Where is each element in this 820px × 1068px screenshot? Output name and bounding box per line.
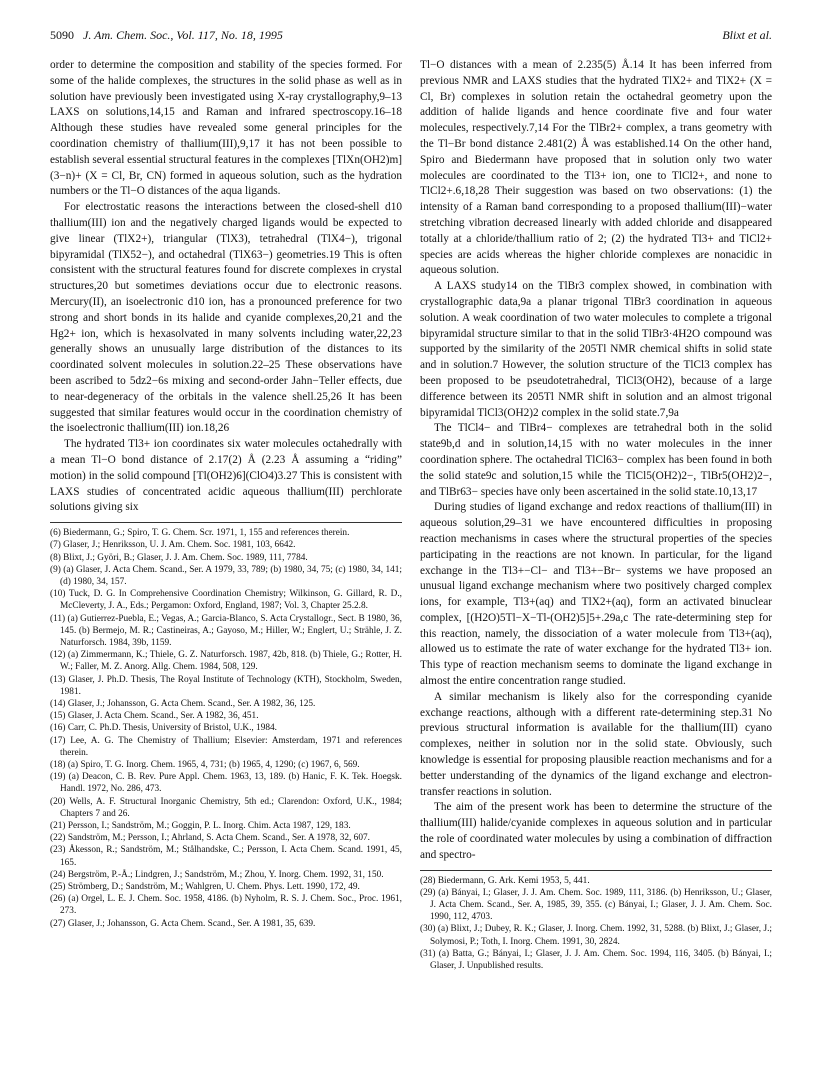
- reference-item: (16) Carr, C. Ph.D. Thesis, University of Bristol, U.K., 1984.: [50, 723, 277, 734]
- body-paragraph: During studies of ligand exchange and redox reactions of thallium(III) in aqueous solution,29–31 we have encountered difficulties in proposing reaction mechanisms in cases where the structural properties of the species participating in the reactions are not known. In particular, for the ligand exchange in the Tl3+−Cl− and Tl3+−Br− systems we have proposed an unusual ligand exchange mechanism where two positively charged complex ions, for example, Tl3+(aq) and TlX2+(aq), form an activated binuclear complex, [(H2O)5Tl−X−Tl-(OH2)5]5+.29a,c The rate-determining step for this reaction, namely, the dissociation of a water molecule from Tl3+(aq), allowed us to estimate the rate of water exchange for the hydrated Tl3+ ion. This type of reaction mechanism seems to dominate the ligand exchange in almost the entire concentration range studied.: [420, 501, 772, 688]
- body-paragraph: order to determine the composition and stability of the species formed. For some of the halide complexes, the structures in the solid phase as well as in solution have previously been investigated using X-ray crystallography,9–13 LAXS on solutions,14,15 and Raman and infrared spectroscopy.16–18 Although these studies have revealed some general principles for the coordination chemistry of thallium(III),9,17 it has not been possible to establish several essential structural features in the complexes [TlXn(OH2)m](3−n)+ (X = Cl, Br, CN) formed in aqueous solution, such as the hydration numbers or the Tl−O distances of the aqua ligands.: [50, 59, 402, 198]
- running-header: [50, 28, 772, 48]
- reference-item: (28) Biedermann, G. Ark. Kemi 1953, 5, 441.: [420, 875, 590, 886]
- body-paragraph: For electrostatic reasons the interactions between the closed-shell d10 thallium(III) ion and the negatively charged ligands would be expected to give linear (TlX2+), triangular (TlX3), tetrahedral (TlX4−), trigonal bipyramidal (TlX52−), and octahedral (TlX63−) geometries.19 This is often consistent with the structural features found for discrete complexes in crystal structures,20 but sometimes deviations occur due to electronic reasons. Mercury(II), an isoelectronic d10 ion, has a pronounced preference for two strong and short bonds in its halide and cyanide complexes,20,21 and the Hg2+ ion, which is hexasolvated in many solvents including water,22,23 generally shows an unusually large distribution of the distances to its coordinated solvent molecules in solution.22–25 These observations have been ascribed to 5dz2−6s mixing and second-order Jahn−Teller effects, due to near-degeneracy of the orbitals in the valence shell.25,26 It has been suggested that similar features would occur in the coordination chemistry of the isoelectronic thallium(III) ion.18,26: [50, 201, 402, 435]
- reference-item: (12) (a) Zimmermann, K.; Thiele, G. Z. Naturforsch. 1987, 42b, 818. (b) Thiele, G.; Rotter, H. W.; Faller, M. Z. Anorg. Allg. Chem. 1984, 508, 129.: [50, 650, 402, 673]
- reference-item: (20) Wells, A. F. Structural Inorganic Chemistry, 5th ed.; Clarendon: Oxford, U.K., 1984; Chapters 7 and 26.: [50, 796, 402, 819]
- reference-item: (13) Glaser, J. Ph.D. Thesis, The Royal Institute of Technology (KTH), Stockholm, Sweden, 1981.: [50, 674, 402, 697]
- reference-item: (8) Blixt, J.; Györi, B.; Glaser, J. J. Am. Chem. Soc. 1989, 111, 7784.: [50, 552, 308, 563]
- body-paragraph: Tl−O distances with a mean of 2.235(5) Å.14 It has been inferred from previous NMR and LAXS studies that the hydrated TlX2+ and TlX2+ (X = Cl, Br) complexes in solution retain the octahedral geometry upon the addition of halide ligands and hence coordinate five and four water molecules, respectively.7,14 For the TlBr2+ complex, a trans geometry with the Tl−Br bond distance 2.481(2) Å was established.14 On the other hand, Spiro and Biedermann have proposed that in solution only two water molecules are coordinated to the Tl3+ ion, one to TlCl2+, and none to TlCl2+.6,18,28 Their suggestion was based on two observations: (1) the intensity of a Raman band corresponding to a proposed thallium(III)−water stretching vibration decreased linearly with added chloride and disappeared totally at a chloride/thallium ratio of 2; (2) the hydrated Tl3+ and TlCl2+ species are acids whereas the higher chloride complexes are nonacidic in aqueous solution.: [420, 59, 772, 277]
- reference-item: (11) (a) Gutierrez-Puebla, E.; Vegas, A.; Garcia-Blanco, S. Acta Crystallogr., Sect. B 1980, 36, 145. (b) Bermejo, M. R.; Castineiras, A.; Gayoso, M.; Hiller, W.; Englert, U.; Strähle, J. Z. Naturforsch. 1984, 39b, 1159.: [50, 613, 402, 648]
- page-number: 5090: [50, 28, 74, 42]
- reference-item: (6) Biedermann, G.; Spiro, T. G. Chem. Scr. 1971, 1, 155 and references therein.: [50, 528, 350, 539]
- body-paragraph: A similar mechanism is likely also for the corresponding cyanide exchange reactions, although with a different rate-determining step.31 No previous structural information is available for the thallium(III) cyano complexes, neither in solution nor in the solid state. Obviously, such knowledge is essential for proposing plausible reaction mechanisms and for a better understanding of the dynamics of the ligand exchange and electron-transfer reactions in solution.: [420, 690, 772, 798]
- reference-item: (10) Tuck, D. G. In Comprehensive Coordination Chemistry; Wilkinson, G. Gillard, R. D., McCleverty, J. A., Eds.; Pergamon: Oxford, England, 1987; Vol. 3, Chapter 25.2.8.: [50, 589, 402, 612]
- reference-item: (9) (a) Glaser, J. Acta Chem. Scand., Ser. A 1979, 33, 789; (b) 1980, 34, 75; (c) 1980, 34, 141; (d) 1980, 34, 157.: [50, 564, 402, 587]
- journal-citation: J. Am. Chem. Soc., Vol. 117, No. 18, 1995: [83, 28, 283, 42]
- left-column: [50, 58, 402, 930]
- reference-item: (27) Glaser, J.; Johansson, G. Acta Chem. Scand., Ser. A 1981, 35, 639.: [50, 918, 316, 929]
- reference-item: (26) (a) Orgel, L. E. J. Chem. Soc. 1958, 4186. (b) Nyholm, R. S. J. Chem. Soc., Proc. 1961, 273.: [50, 894, 402, 917]
- reference-item: (19) (a) Deacon, C. B. Rev. Pure Appl. Chem. 1963, 13, 189. (b) Hanic, F. K. Tek. Hoegsk. Handl. 1972, No. 286, 473.: [50, 772, 402, 795]
- reference-item: (15) Glaser, J. Acta Chem. Scand., Ser. A 1982, 36, 451.: [50, 711, 259, 722]
- footnote-divider: [420, 870, 772, 871]
- footnote-divider: [50, 522, 402, 523]
- reference-list: [420, 875, 772, 973]
- right-column: [420, 58, 772, 972]
- body-paragraph: A LAXS study14 on the TlBr3 complex showed, in combination with crystallographic data,9a a planar trigonal TlBr3 coordination in aqueous solution. A weak coordination of two water molecules to complete a trigonal bipyramidal structure similar to that in the solid TlBr3·4H2O compound was supported by the similarity of the 205Tl NMR chemical shifts in solid state and in solution.7 However, the solution structure of the TlCl3 complex has been proposed to be pseudotetrahedral, TlCl3(OH2), because of a large difference between its 205Tl NMR shift in solution and an almost trigonal bipyramidal TlCl3(OH2)2 complex in the solid state.7,9a: [420, 280, 772, 419]
- running-authors: Blixt et al.: [722, 28, 772, 42]
- reference-item: (14) Glaser, J.; Johansson, G. Acta Chem. Scand., Ser. A 1982, 36, 125.: [50, 698, 316, 709]
- reference-item: (21) Persson, I.; Sandström, M.; Goggin, P. L. Inorg. Chim. Acta 1987, 129, 183.: [50, 820, 351, 831]
- reference-item: (22) Sandström, M.; Persson, I.; Ahrland, S. Acta Chem. Scand., Ser. A 1978, 32, 607.: [50, 833, 370, 844]
- reference-item: (29) (a) Bányai, I.; Glaser, J. J. Am. Chem. Soc. 1989, 111, 3186. (b) Henriksson, U.; Glaser, J. Acta Chem. Scand., Ser. A, 1985, 39, 355. (c) Bányai, I.; Glaser, J. J. Am. Chem. Soc. 1990, 112, 4703.: [420, 887, 772, 923]
- body-paragraph: The aim of the present work has been to determine the structure of the thallium(III) halide/cyanide complexes in aqueous solution and in particular the role of coordinated water molecules by using a combination of diffraction and spectro-: [420, 801, 772, 861]
- reference-item: (17) Lee, A. G. The Chemistry of Thallium; Elsevier: Amsterdam, 1971 and references therein.: [50, 735, 402, 758]
- body-paragraph: The TlCl4− and TlBr4− complexes are tetrahedral both in the solid state9b,d and in solution,14,15 with no water molecules in the inner coordination sphere. The octahedral TlCl63− complex has been found in both the solid state9c and solution,15 while the TlCl5(OH2)2−, TlBr5(OH2)2−, and TlBr63− species have only been ascertained in the solid state.10,13,17: [420, 422, 772, 498]
- reference-item: (25) Strömberg, D.; Sandström, M.; Wahlgren, U. Chem. Phys. Lett. 1990, 172, 49.: [50, 882, 360, 892]
- reference-item: (24) Bergström, P.-Å.; Lindgren, J.; Sandström, M.; Zhou, Y. Inorg. Chem. 1992, 31, 150.: [50, 869, 384, 880]
- reference-item: (31) (a) Batta, G.; Bányai, I.; Glaser, J. J. Am. Chem. Soc. 1994, 116, 3405. (b) Bányai, I.; Glaser, J. Unpublished results.: [420, 948, 772, 972]
- reference-item: (23) Åkesson, R.; Sandström, M.; Stålhandske, C.; Persson, I. Acta Chem. Scand. 1991, 45, 165.: [50, 845, 402, 868]
- reference-list: [50, 527, 402, 930]
- reference-item: (30) (a) Blixt, J.; Dubey, R. K.; Glaser, J. Inorg. Chem. 1992, 31, 5288. (b) Blixt, J.; Glaser, J.; Solymosi, P.; Toth, I. Inorg. Chem. 1991, 30, 2824.: [420, 924, 772, 947]
- reference-item: (7) Glaser, J.; Henriksson, U. J. Am. Chem. Soc. 1981, 103, 6642.: [50, 540, 296, 551]
- body-paragraph: The hydrated Tl3+ ion coordinates six water molecules octahedrally with a mean Tl−O bond distance of 2.17(2) Å (2.23 Å assuming a “riding” motion) in the solid compound [Tl(OH2)6](ClO4)3.27 This is consistent with LAXS studies of concentrated acidic aqueous thallium(III) perchlorate solutions giving six: [50, 438, 402, 514]
- reference-item: (18) (a) Spiro, T. G. Inorg. Chem. 1965, 4, 731; (b) 1965, 4, 1290; (c) 1967, 6, 569.: [50, 759, 360, 770]
